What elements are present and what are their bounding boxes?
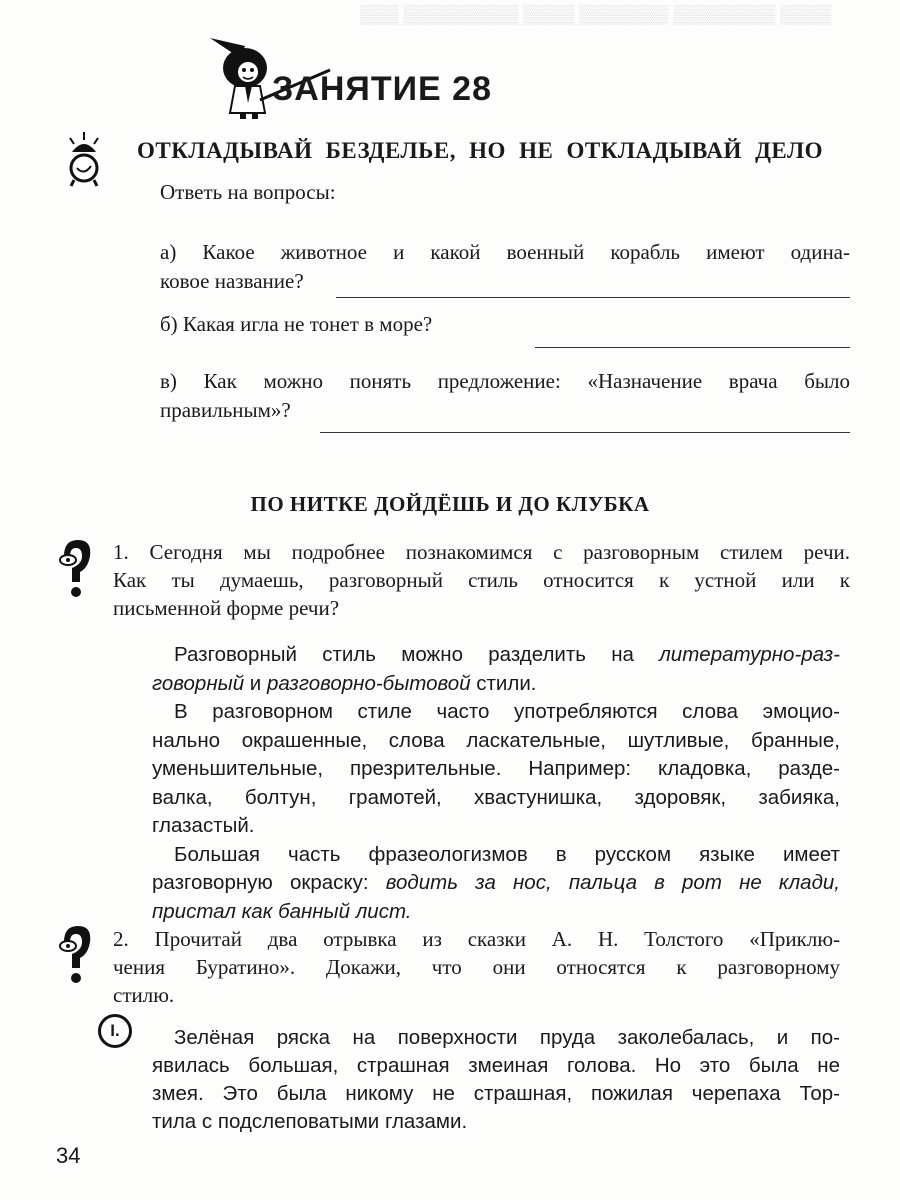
text-line: 2. Прочитай два отрывка из сказки А. Н. Толстого «Приклю- <box>113 927 840 951</box>
info-p1-line2: говорный и разговорно-бытовой стили. <box>152 671 537 695</box>
text-line: глазастый. <box>152 814 255 837</box>
text-line: тила с подслеповатыми глазами. <box>152 1110 468 1133</box>
text-line: явилась большая, страшная змеиная голова. Но это была не <box>152 1054 840 1077</box>
task-1 <box>113 538 850 622</box>
text-line: уменьшительные, презрительные. Например: кладовка, разде- <box>152 757 840 780</box>
text-line: нально окрашенные, слова ласкательные, шутливые, бранные, <box>152 728 840 752</box>
question-eye-icon <box>58 924 94 990</box>
text-line: валка, болтун, грамотей, хвастунишка, здоровяк, забияка, <box>152 785 840 809</box>
text-line: в) Как можно понять предложение: «Назначение врача было <box>160 369 850 393</box>
info-block <box>152 641 840 926</box>
question-a <box>160 238 850 296</box>
text-line: стилю. <box>113 983 175 1007</box>
bleed-through-text: ▒▒▒ ▒▒▒▒▒▒▒▒▒ ▒▒▒▒ ▒▒▒▒▒▒▒ ▒▒▒▒▒▒▒▒ ▒▒▒▒ <box>360 4 832 24</box>
section-heading-2: ПО НИТКЕ ДОЙДЁШЬ И ДО КЛУБКА <box>250 492 650 516</box>
info-p3-line2: разговорную окраску: водить за нос, пальца в рот не клади, <box>152 871 841 894</box>
text-line: чения Буратино». Докажи, что они относятся к разговорному <box>113 955 840 979</box>
text-line: ОТКЛАДЫВАЙ БЕЗДЕЛЬЕ, НО НЕ ОТКЛАДЫВАЙ ДЕЛО <box>137 138 823 163</box>
questions-intro: Ответь на вопросы: <box>160 180 336 204</box>
text-line: пристал как банный лист. <box>152 899 412 923</box>
section-heading-1 <box>137 138 823 164</box>
question-c <box>160 367 850 425</box>
lesson-title: ЗАНЯТИЕ 28 <box>272 70 492 108</box>
excerpt-1 <box>152 1024 840 1136</box>
text-line: правильным»? <box>160 398 291 422</box>
excerpt-marker: I. <box>98 1014 132 1048</box>
task-2 <box>113 925 840 1009</box>
alarm-clock-icon <box>64 130 104 188</box>
question-eye-icon <box>58 538 94 604</box>
text-line: змея. Это была никому не страшная, пожилая черепаха Тор- <box>152 1082 840 1105</box>
answer-line-c[interactable] <box>320 432 850 433</box>
text-line: ковое название? <box>160 269 304 293</box>
answer-line-b[interactable] <box>535 347 850 348</box>
text-line: 1. Сегодня мы подробнее познакомимся с разговорным стилем речи. <box>113 540 850 564</box>
question-b: б) Какая игла не тонет в море? <box>160 312 433 336</box>
text-line: а) Какое животное и какой военный корабль имеют одина- <box>160 240 850 264</box>
page-number: 34 <box>56 1143 81 1168</box>
answer-line-a[interactable] <box>336 297 850 298</box>
text-line: Как ты думаешь, разговорный стиль относится к устной или к <box>113 568 850 592</box>
text-line: письменной форме речи? <box>113 596 340 620</box>
text-line: Большая часть фразеологизмов в русском языке имеет <box>174 842 840 866</box>
text-line: Зелёная ряска на поверхности пруда заколебалась, и по- <box>174 1026 840 1049</box>
text-line: В разговорном стиле часто употребляются слова эмоцио- <box>174 700 840 723</box>
info-p1-line1: Разговорный стиль можно разделить на литературно-раз- <box>174 643 840 666</box>
